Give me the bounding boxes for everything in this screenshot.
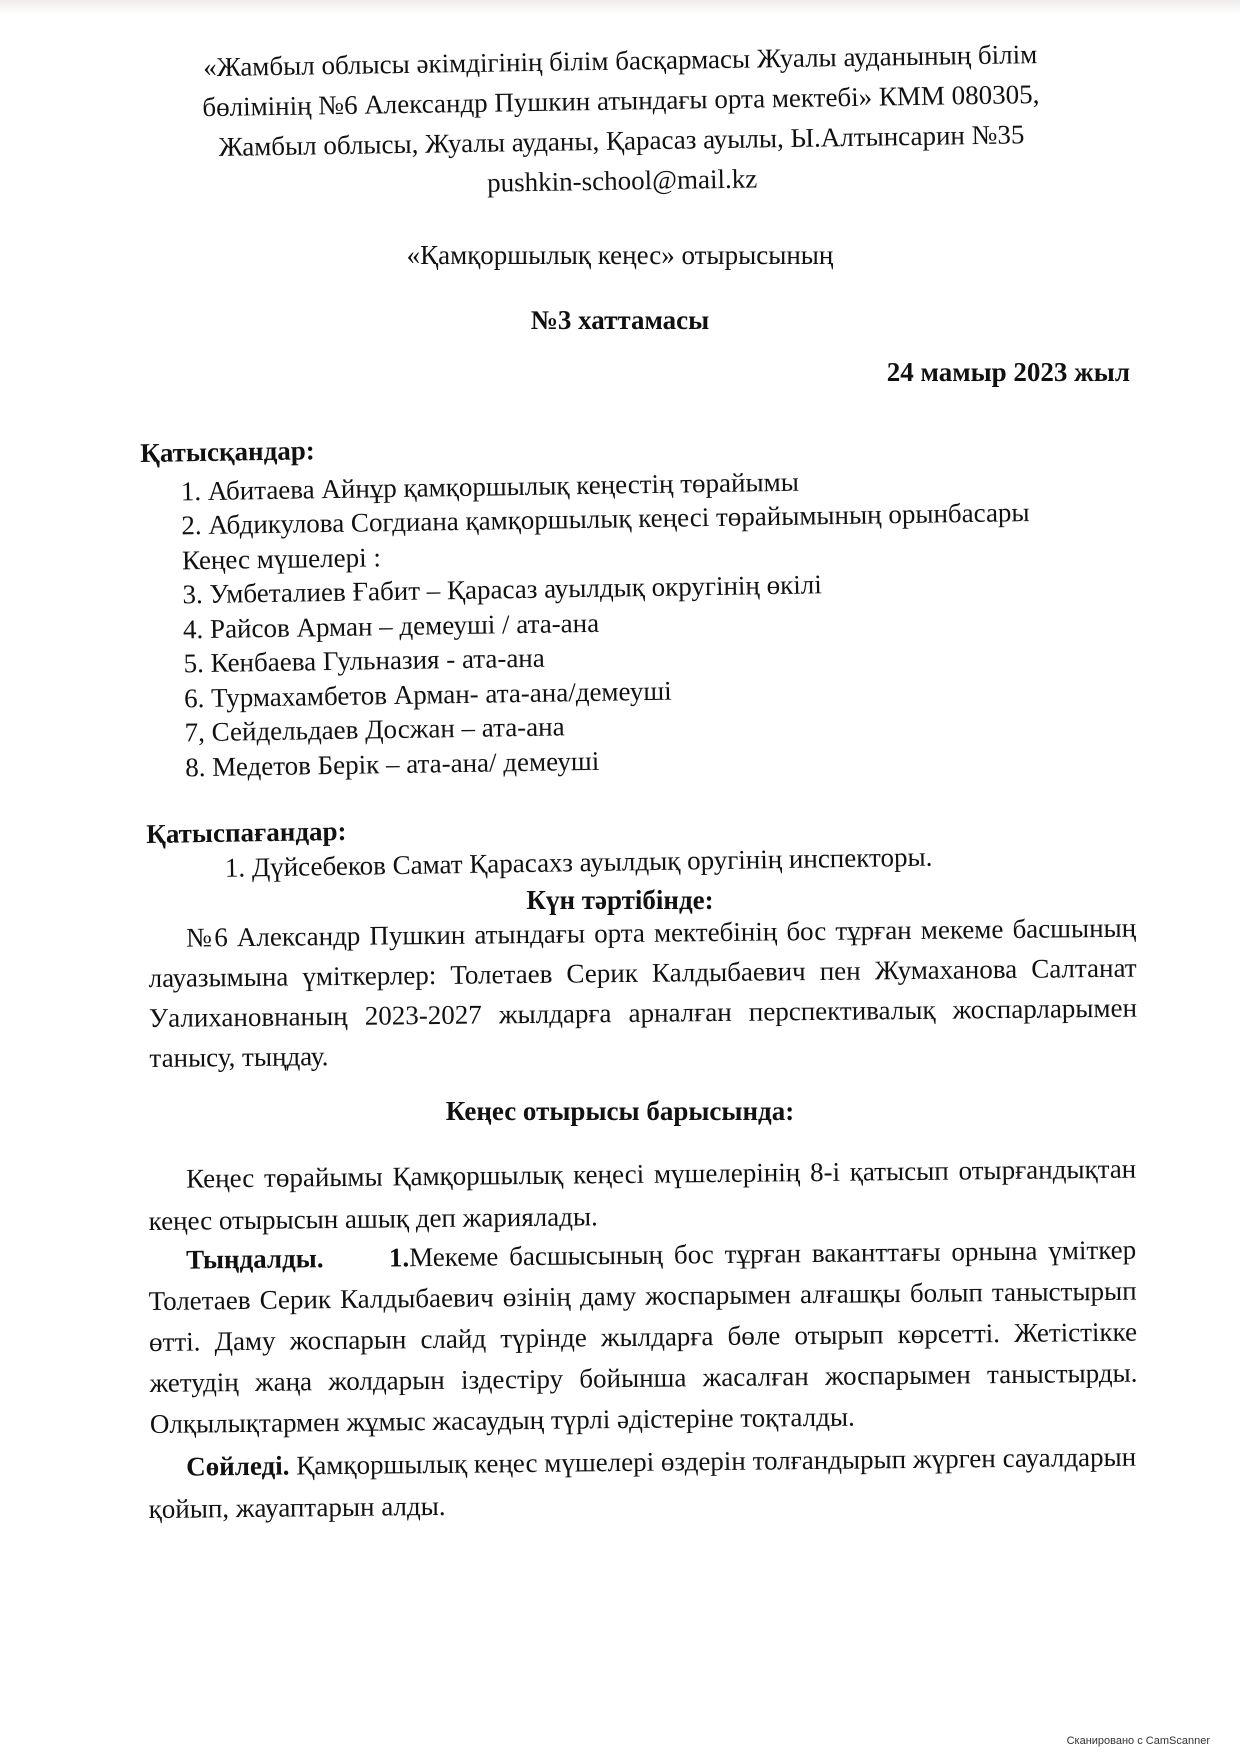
list-item: 1. Дүйсебеков Самат Қарасахз ауылдық оругінің инспекторы. bbox=[224, 841, 933, 883]
list-item: 8. Медетов Берік – ата-ана/ демеуші bbox=[184, 745, 600, 782]
list-item: 4. Райсов Арман – демеуші / ата-ана bbox=[182, 607, 600, 644]
absentees-section bbox=[146, 805, 933, 886]
list-item: Кеңес мүшелері : bbox=[181, 541, 382, 575]
meeting-course-heading: Кеңес отырысы барысында: bbox=[445, 1096, 795, 1126]
list-item: 6. Турмахамбетов Арман- ата-ана/демеуші bbox=[183, 675, 672, 713]
letterhead-email: pushkin-school@mail.kz bbox=[486, 163, 758, 198]
spoke-label: Сөйледі. bbox=[186, 1450, 290, 1482]
list-item: 1. Абитаева Айнұр қамқоршылық кеңестің төрайымы bbox=[180, 466, 800, 506]
spoke-paragraph bbox=[148, 1436, 1137, 1530]
letterhead-line-1: «Жамбыл облысы әкімдігінің білім басқармасы Жуалы ауданының білім bbox=[203, 39, 1038, 83]
agenda-text: №6 Александр Пушкин атындағы орта мектебінің бос тұрған мекеме басшының лауазымына үміткерлер: Толетаев Серик Калдыбаевич пен Жумаханова Салтанат Уалихановнаның 2023-2027 жылдарға арналған перспективалық жоспарларымен танысу, тыңдау. bbox=[148, 912, 1138, 1073]
list-item: 3. Умбеталиев Ғабит – Қарасаз ауылдық округінің өкілі bbox=[182, 569, 822, 610]
document-date: 24 мамыр 2023 жыл bbox=[886, 357, 1130, 387]
list-item: 7, Сейдельдаев Досжан – ата-ана bbox=[184, 711, 565, 748]
scanner-watermark: Сканировано с CamScanner bbox=[1066, 1735, 1210, 1747]
opening-paragraph: Кеңес төрайымы Қамқоршылық кеңесі мүшелерінің 8-і қатысып отырғандықтан кеңес отырысын ашық деп жариялады. bbox=[148, 1153, 1137, 1236]
heard-paragraph bbox=[148, 1230, 1138, 1445]
document-title-line-1: «Қамқоршылық кеңес» отырысының bbox=[406, 240, 834, 270]
document-title-line-2: №3 хаттамасы bbox=[530, 305, 710, 335]
attendees-section bbox=[140, 422, 1034, 785]
list-item: 2. Абдикулова Согдиана қамқоршылық кеңесі төрайымының орынбасары bbox=[181, 497, 1030, 541]
scan-edge-smudge bbox=[0, 0, 1240, 14]
agenda-heading: Күн тәртібінде: bbox=[526, 885, 714, 915]
absentees-heading: Қатыспағандар: bbox=[146, 815, 347, 849]
letterhead bbox=[150, 33, 1092, 208]
list-item: 5. Кенбаева Гульназия - ата-ана bbox=[183, 642, 545, 679]
letterhead-line-2: бөлімінің №6 Александр Пушкин атындағы орта мектебі» КММ 080305, bbox=[202, 79, 1040, 123]
heard-label: Тыңдалды. bbox=[186, 1243, 324, 1275]
attendees-heading: Қатысқандар: bbox=[140, 435, 315, 468]
heard-text: Мекеме басшысының бос тұрған ваканттағы орнына үміткер Толетаев Серик Калдыбаевич өзінің даму жоспарымен алғашқы болып таныстырып өтті. Даму жоспарын слайд түрінде жылдарға бөле отырып көрсетті. Жетістікке жетудің жаңа жолдарын іздестіру бойынша жасалған жоспарымен таныстырды. Олқылықтармен жұмыс жасаудың түрлі әдістеріне тоқталды. bbox=[148, 1234, 1138, 1439]
letterhead-line-3: Жамбыл облысы, Жуалы ауданы, Қарасаз ауылы, Ы.Алтынсарин №35 bbox=[218, 119, 1025, 162]
heard-number: 1. bbox=[388, 1242, 410, 1273]
spoke-text: Қамқоршылық кеңес мүшелері өздерін толғандырып жүрген сауалдарын қойып, жауаптарын алды. bbox=[148, 1441, 1137, 1524]
